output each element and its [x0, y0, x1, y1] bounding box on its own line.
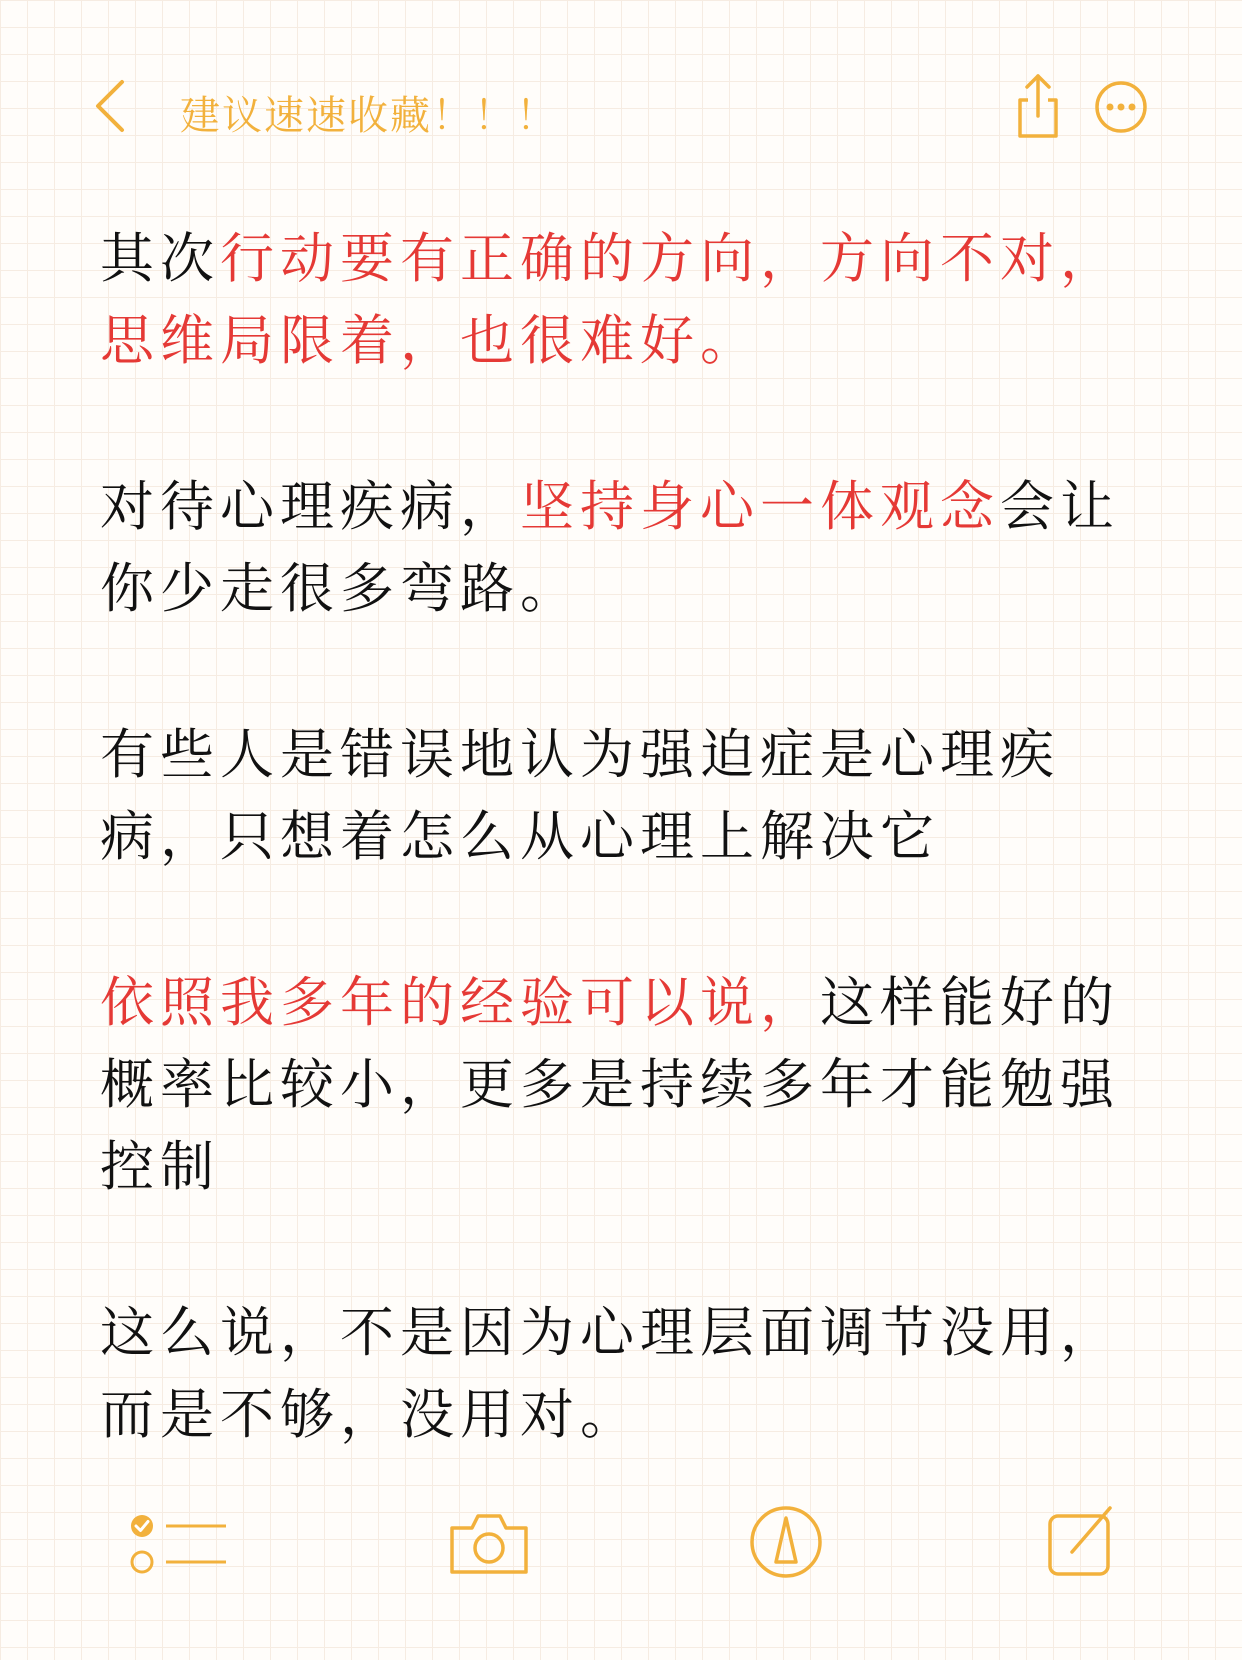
compose-icon — [1046, 1504, 1116, 1578]
chevron-left-icon — [88, 76, 138, 136]
note-body[interactable] — [100, 218, 1140, 1540]
paragraph-text: 其次 — [100, 227, 220, 290]
paragraph-text: 有些人是错误地认为强迫症是心理疾病，只想着怎么从心理上解决它 — [100, 723, 1060, 868]
highlight-text: 依照我多年的经验可以说， — [100, 971, 820, 1034]
more-icon — [1094, 80, 1148, 134]
checklist-icon — [128, 1512, 228, 1578]
paragraph-text: 这么说，不是因为心理层面调节没用，而是不够，没用对。 — [100, 1301, 1120, 1446]
share-button[interactable] — [1012, 72, 1064, 140]
highlight-text: 行动要有正确的方向，方向不对，思维局限着，也很难好。 — [100, 227, 1120, 372]
markup-button[interactable] — [748, 1504, 824, 1584]
paragraph-1 — [100, 218, 1140, 382]
camera-icon — [446, 1510, 532, 1578]
paragraph-5 — [100, 1292, 1140, 1456]
paragraph-text: 这样能好的概率比较小，更多是持续多年才能勉强控制 — [100, 971, 1120, 1198]
camera-button[interactable] — [446, 1510, 532, 1582]
highlight-text: 坚持身心一体观念 — [520, 475, 1000, 538]
back-button[interactable] — [88, 76, 138, 136]
markup-icon — [748, 1504, 824, 1580]
note-title: 建议速速收藏！！！ — [180, 93, 558, 139]
paragraph-text: 会让你少走很多弯路。 — [100, 475, 1120, 620]
more-button[interactable] — [1094, 80, 1148, 134]
nav-bar — [0, 60, 1242, 150]
paragraph-text: 对待心理疾病， — [100, 475, 520, 538]
share-icon — [1012, 72, 1064, 140]
checklist-button[interactable] — [128, 1512, 228, 1582]
paragraph-3 — [100, 714, 1140, 878]
bottom-toolbar — [0, 1490, 1242, 1590]
compose-button[interactable] — [1046, 1504, 1116, 1582]
paragraph-4 — [100, 962, 1140, 1208]
paragraph-2 — [100, 466, 1140, 630]
